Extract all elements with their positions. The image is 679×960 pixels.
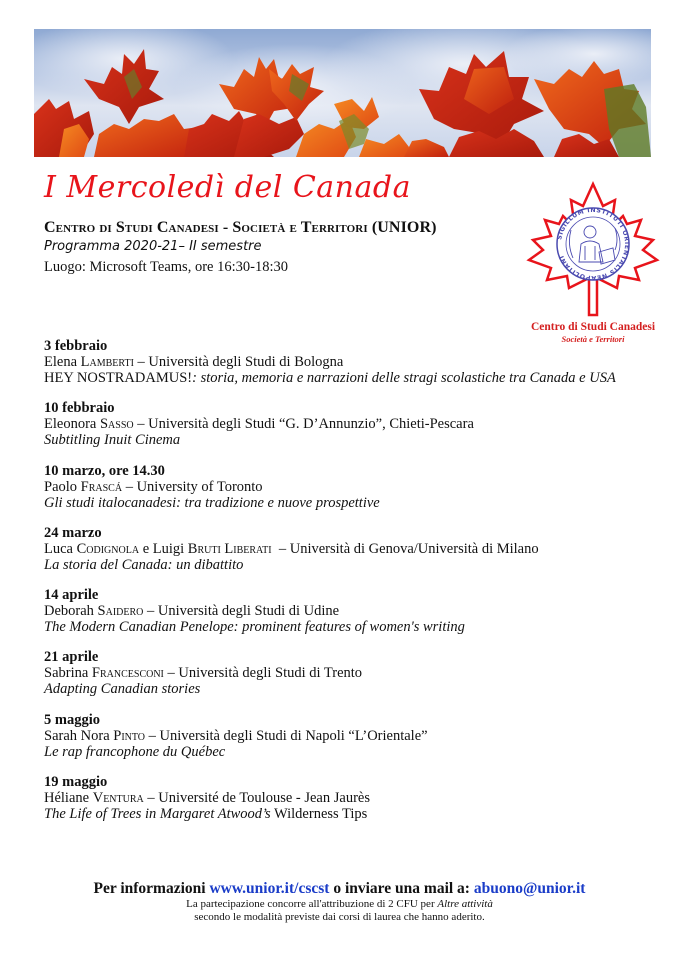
centro-studi-canadesi-logo <box>523 180 663 345</box>
program-subtitle: Programma 2020-21– II semestre <box>44 239 262 254</box>
event-speaker: Sabrina Francesconi – Università degli Studi di Trento <box>44 665 363 682</box>
contact-info: Per informazioni www.unior.it/cscst o inviare una mail a: abuono@unior.it <box>93 880 586 897</box>
event-date: 10 febbraio <box>44 400 115 417</box>
venue-info: Luogo: Microsoft Teams, ore 16:30-18:30 <box>44 259 288 275</box>
organization-name: Centro di Studi Canadesi - Società e Territori (UNIOR) <box>44 219 437 236</box>
logo-name: Centro di Studi Canadesi <box>530 321 656 333</box>
seal-text: SIGILLUM INSTITUTI ORIENTALIS NEAPOLITANI <box>556 206 631 282</box>
event-item <box>44 400 644 462</box>
maple-leaf-seal-icon <box>523 180 663 320</box>
event-date: 19 maggio <box>44 774 108 791</box>
maple-leaf <box>359 134 409 157</box>
event-talk-title: The Life of Trees in Margaret Atwood’s Wilderness Tips <box>44 806 368 823</box>
logo-subtitle: Società e Territori <box>561 334 625 344</box>
event-talk-title: Adapting Canadian stories <box>44 681 201 698</box>
event-item <box>44 587 644 649</box>
page-title: I Mercoledì del Canada <box>44 170 411 205</box>
event-date: 24 marzo <box>44 524 102 541</box>
event-speaker: Héliane Ventura – Université de Toulouse - Jean Jaurès <box>44 790 370 807</box>
event-item <box>44 649 644 711</box>
event-item <box>44 463 644 525</box>
maple-leaf <box>34 99 94 157</box>
event-date: 10 marzo, ore 14.30 <box>44 462 165 479</box>
event-item <box>44 338 644 400</box>
events-list <box>44 338 644 836</box>
event-talk-title: The Modern Canadian Penelope: prominent features of women's writing <box>44 619 465 636</box>
event-speaker: Sarah Nora Pinto – Università degli Studi di Napoli “L’Orientale” <box>44 727 428 744</box>
maple-leaves-illustration <box>34 29 651 157</box>
event-talk-title: Subtitling Inuit Cinema <box>44 432 181 449</box>
event-talk-title: Le rap francophone du Québec <box>44 743 226 760</box>
event-speaker: Elena Lamberti – Università degli Studi di Bologna <box>44 354 344 370</box>
event-speaker: Luca Codignola e Luigi Bruti Liberati – Università di Genova/Università di Milano <box>44 540 539 557</box>
event-date: 14 aprile <box>44 587 99 604</box>
event-date: 5 maggio <box>44 711 100 728</box>
event-item <box>44 525 644 587</box>
event-talk-title: Gli studi italocanadesi: tra tradizione e nuove prospettive <box>44 494 380 511</box>
website-link[interactable]: www.unior.it/cscst <box>209 880 330 897</box>
event-speaker: Eleonora Sasso – Università degli Studi “G. D’Annunzio”, Chieti-Pescara <box>44 416 474 433</box>
maple-leaf <box>404 129 544 157</box>
credits-note-line-1: La partecipazione concorre all'attribuzione di 2 CFU per Altre attività <box>186 898 493 910</box>
event-item <box>44 712 644 774</box>
email-link[interactable]: abuono@unior.it <box>473 880 586 897</box>
event-talk-title: La storia del Canada: un dibattito <box>44 556 244 573</box>
event-date: 3 febbraio <box>44 338 108 354</box>
event-talk-title: HEY NOSTRADAMUS!: storia, memoria e narrazioni delle stragi scolastiche tra Canada e USA <box>44 370 616 386</box>
event-speaker: Deborah Saidero – Università degli Studi di Udine <box>44 603 340 620</box>
banner-maple-leaves-image <box>34 29 651 157</box>
event-item <box>44 774 644 836</box>
event-date: 21 aprile <box>44 649 99 666</box>
footer <box>0 880 679 924</box>
credits-note-line-2: secondo le modalità previste dai corsi di laurea che hanno aderito. <box>194 911 485 923</box>
event-speaker: Paolo Frascá – University of Toronto <box>44 478 263 495</box>
